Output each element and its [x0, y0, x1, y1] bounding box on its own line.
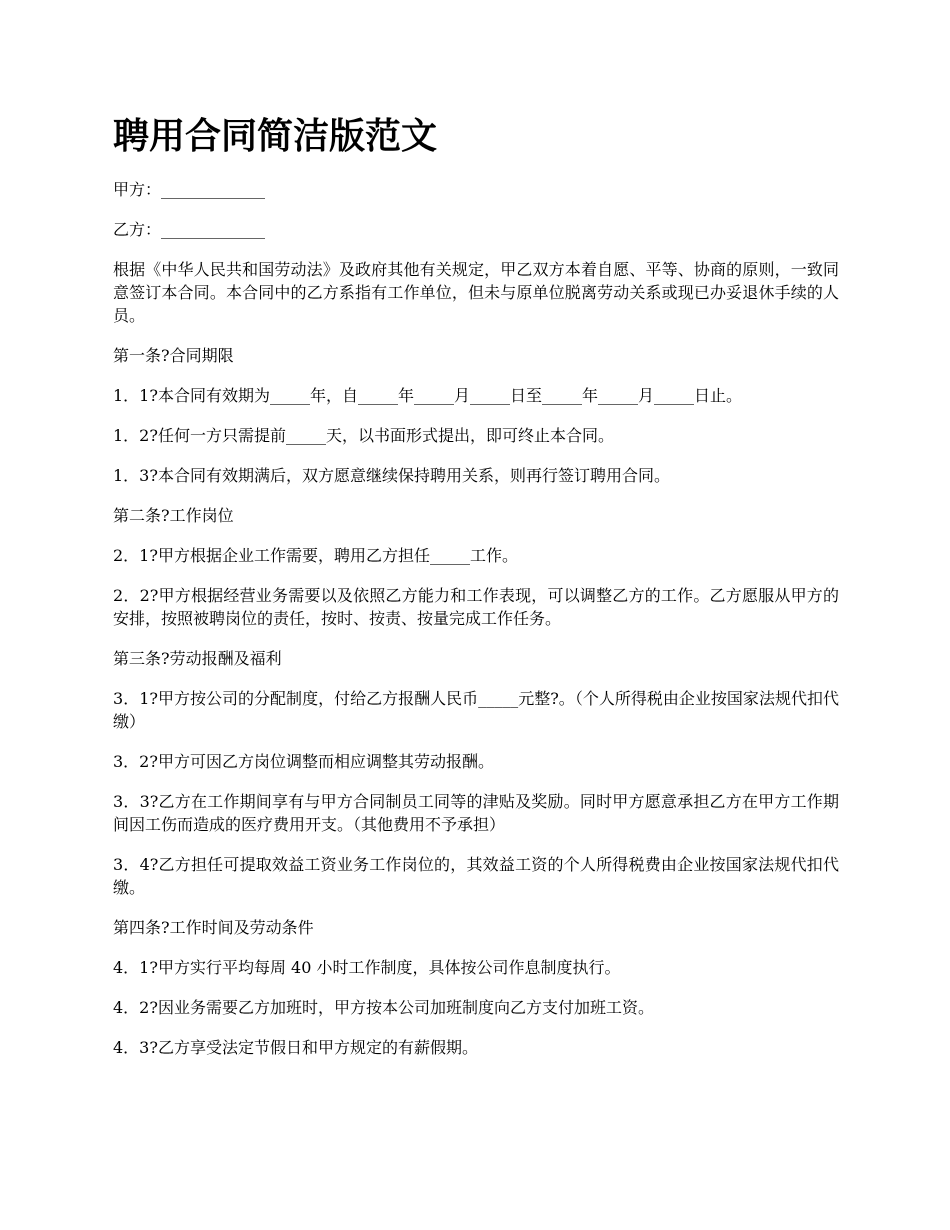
clause-3-2: 3．2?甲方可因乙方岗位调整而相应调整其劳动报酬。: [113, 752, 494, 771]
clause-4-3: 4．3?乙方享受法定节假日和甲方规定的有薪假期。: [113, 1038, 478, 1057]
document-page: [113, 112, 839, 1076]
document-title: 聘用合同简洁版范文: [113, 115, 438, 157]
clause-2-2: 2．2?甲方根据经营业务需要以及依照乙方能力和工作表现，可以调整乙方的工作。乙方愿服从甲方的安排，按照被聘岗位的责任，按时、按责、按量完成工作任务。: [113, 586, 839, 628]
clause-2-1: 2．1?甲方根据企业工作需要，聘用乙方担任_____工作。: [113, 546, 518, 565]
clause-1-1: 1．1?本合同有效期为_____年，自_____年_____月_____日至_____年_____月_____日止。: [113, 386, 742, 405]
party-a-line: 甲方：_____________: [113, 180, 266, 199]
article-2-heading: 第二条?工作岗位: [113, 506, 234, 525]
clause-4-2: 4．2?因业务需要乙方加班时，甲方按本公司加班制度向乙方支付加班工资。: [113, 998, 654, 1017]
clause-4-1: 4．1?甲方实行平均每周 40 小时工作制度，具体按公司作息制度执行。: [113, 958, 621, 977]
clause-3-1: 3．1?甲方按公司的分配制度，付给乙方报酬人民币_____元整?。（个人所得税由企业按国家法规代扣代缴）: [113, 689, 839, 731]
article-4-heading: 第四条?工作时间及劳动条件: [113, 918, 314, 937]
clause-1-3: 1．3?本合同有效期满后，双方愿意继续保持聘用关系，则再行签订聘用合同。: [113, 466, 670, 485]
clause-3-4: 3．4?乙方担任可提取效益工资业务工作岗位的，其效益工资的个人所得税费由企业按国家法规代扣代缴。: [113, 855, 839, 897]
clause-1-2: 1．2?任何一方只需提前_____天，以书面形式提出，即可终止本合同。: [113, 426, 614, 445]
article-1-heading: 第一条?合同期限: [113, 346, 234, 365]
article-3-heading: 第三条?劳动报酬及福利: [113, 649, 282, 668]
preamble-paragraph: 根据《中华人民共和国劳动法》及政府其他有关规定，甲乙双方本着自愿、平等、协商的原则，一致同意签订本合同。本合同中的乙方系指有工作单位，但未与原单位脱离劳动关系或现已办妥退休手续的人员。: [113, 260, 839, 325]
party-b-line: 乙方：_____________: [113, 220, 266, 239]
clause-3-3: 3．3?乙方在工作期间享有与甲方合同制员工同等的津贴及奖励。同时甲方愿意承担乙方在甲方工作期间因工伤而造成的医疗费用开支。（其他费用不予承担）: [113, 792, 839, 834]
